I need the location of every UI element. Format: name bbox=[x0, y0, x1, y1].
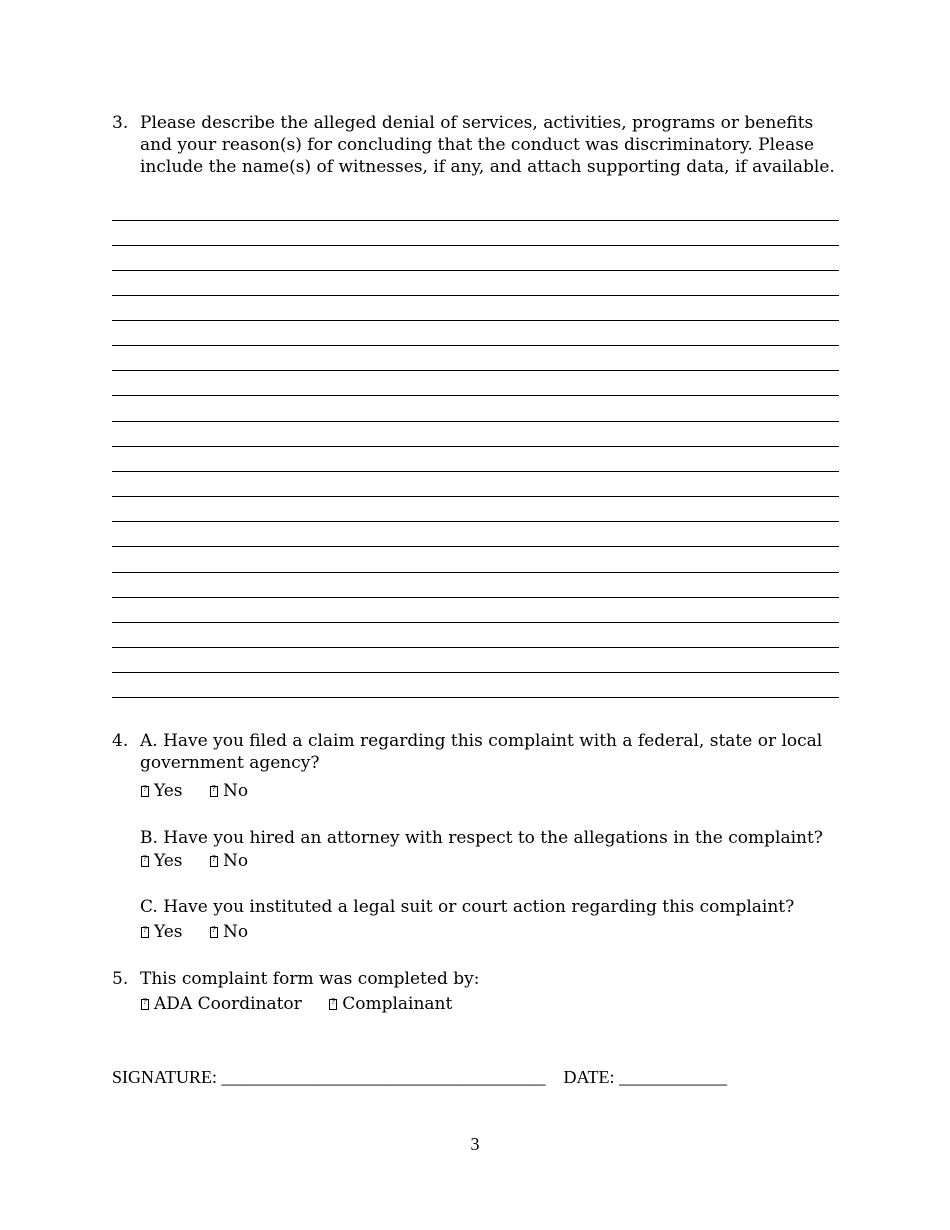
question-4c-options bbox=[141, 921, 270, 943]
checkbox-glyph: ? bbox=[211, 854, 217, 863]
checkbox-glyph: ? bbox=[331, 997, 336, 1006]
question-4b-text: B. Have you hired an attorney with respect to the allegations in the complaint? bbox=[140, 828, 823, 848]
checkbox-icon[interactable] bbox=[141, 856, 149, 867]
question-number: 5. bbox=[112, 969, 129, 989]
checkbox-icon[interactable] bbox=[141, 786, 149, 797]
q4a-yes-option[interactable] bbox=[141, 780, 183, 802]
answer-line[interactable] bbox=[112, 622, 839, 623]
q4c-no-option[interactable] bbox=[210, 921, 248, 943]
q4c-yes-label: Yes bbox=[154, 922, 183, 942]
question-5-options bbox=[141, 993, 474, 1015]
question-4c-text: C. Have you instituted a legal suit or court action regarding this complaint? bbox=[140, 897, 795, 917]
question-number: 3. bbox=[112, 113, 129, 133]
q4b-yes-option[interactable] bbox=[141, 850, 183, 872]
answer-line[interactable] bbox=[112, 521, 839, 522]
answer-lines[interactable] bbox=[112, 220, 839, 700]
question-4b-options bbox=[141, 850, 270, 872]
question-5-text: This complaint form was completed by: bbox=[140, 969, 480, 989]
question-4a-text bbox=[140, 730, 822, 774]
q4b-yes-label: Yes bbox=[154, 851, 183, 871]
answer-line[interactable] bbox=[112, 370, 839, 371]
checkbox-icon[interactable] bbox=[329, 999, 337, 1010]
answer-line[interactable] bbox=[112, 421, 839, 422]
answer-line[interactable] bbox=[112, 647, 839, 648]
question-3-text: Please describe the alleged denial of services, activities, programs or benefits and your reason(s) for concluding that the conduct was discriminatory. Please include the name(s) of witnesses, if any, and attach supporting data, if available. bbox=[140, 113, 835, 177]
answer-line[interactable] bbox=[112, 220, 839, 221]
page-number: 3 bbox=[470, 1134, 480, 1154]
date-field[interactable]: DATE: ____________ bbox=[563, 1067, 728, 1087]
checkbox-icon[interactable] bbox=[210, 927, 218, 938]
checkbox-icon[interactable] bbox=[141, 927, 149, 938]
checkbox-icon[interactable] bbox=[141, 999, 149, 1010]
q4b-no-option[interactable] bbox=[210, 850, 248, 872]
checkbox-glyph: ? bbox=[142, 784, 148, 793]
answer-line[interactable] bbox=[112, 245, 839, 246]
answer-line[interactable] bbox=[112, 496, 839, 497]
answer-line[interactable] bbox=[112, 395, 839, 396]
answer-line[interactable] bbox=[112, 471, 839, 472]
q4c-yes-option[interactable] bbox=[141, 921, 183, 943]
checkbox-glyph: ? bbox=[142, 925, 148, 934]
answer-line[interactable] bbox=[112, 697, 839, 698]
q5-ada-coordinator-option[interactable] bbox=[141, 993, 302, 1015]
checkbox-glyph: ? bbox=[211, 784, 217, 793]
answer-line[interactable] bbox=[112, 446, 839, 447]
checkbox-icon[interactable] bbox=[210, 856, 218, 867]
checkbox-glyph: ? bbox=[142, 854, 148, 863]
checkbox-glyph: ? bbox=[142, 997, 148, 1006]
q4a-yes-label: Yes bbox=[154, 781, 183, 801]
checkbox-icon[interactable] bbox=[210, 786, 218, 797]
answer-line[interactable] bbox=[112, 295, 839, 296]
q4b-no-label: No bbox=[222, 851, 249, 871]
q5-complainant-label: Complainant bbox=[342, 994, 453, 1014]
question-4c bbox=[140, 896, 840, 918]
question-4b bbox=[140, 827, 840, 849]
signature-row bbox=[112, 1067, 727, 1088]
question-4a-line1: A. Have you filed a claim regarding this complaint with a federal, state or local bbox=[140, 731, 823, 751]
answer-line[interactable] bbox=[112, 345, 839, 346]
signature-field[interactable]: SIGNATURE: ____________________________________ bbox=[112, 1067, 546, 1087]
q5-ada-coordinator-label: ADA Coordinator bbox=[154, 994, 302, 1014]
answer-line[interactable] bbox=[112, 270, 839, 271]
question-4a-options bbox=[141, 780, 270, 802]
answer-line[interactable] bbox=[112, 597, 839, 598]
q4a-no-option[interactable] bbox=[210, 780, 248, 802]
question-3 bbox=[112, 112, 842, 182]
question-4 bbox=[112, 730, 823, 780]
answer-line[interactable] bbox=[112, 320, 839, 321]
q4a-no-label: No bbox=[222, 781, 249, 801]
question-number: 4. bbox=[112, 731, 129, 751]
answer-line[interactable] bbox=[112, 546, 839, 547]
answer-line[interactable] bbox=[112, 572, 839, 573]
checkbox-glyph: ? bbox=[211, 925, 217, 934]
q5-complainant-option[interactable] bbox=[329, 993, 452, 1015]
answer-line[interactable] bbox=[112, 672, 839, 673]
q4c-no-label: No bbox=[222, 922, 249, 942]
question-4a-line2: government agency? bbox=[140, 753, 320, 773]
